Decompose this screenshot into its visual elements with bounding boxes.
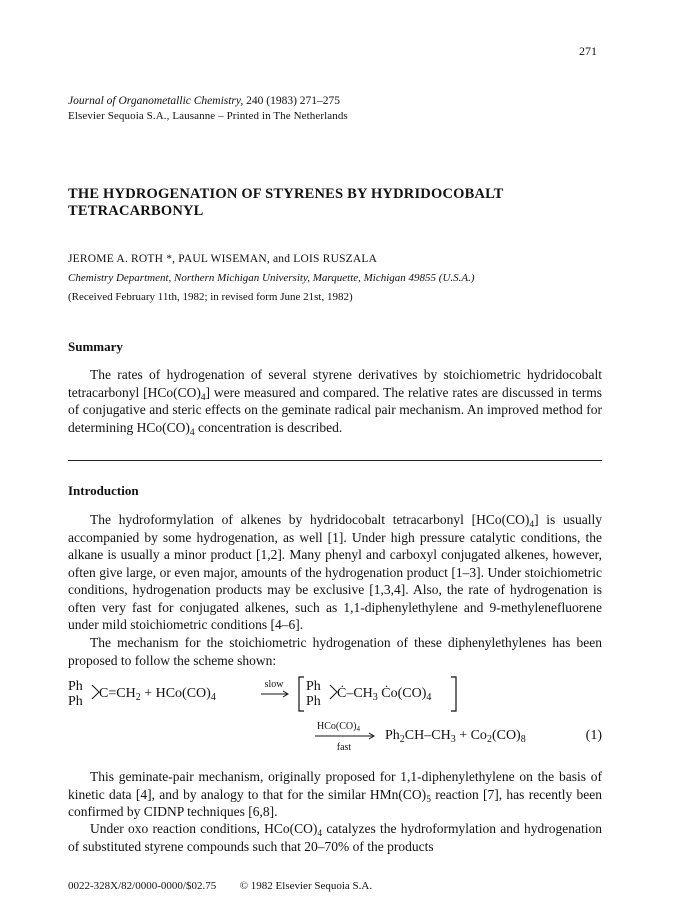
title-line-2: TETRACARBONYL — [68, 203, 204, 219]
scheme-product: $Ph_2CH-CH_3 + Co_2(CO)_8$ — [385, 728, 526, 745]
introduction-heading: Introduction — [68, 483, 139, 498]
summary-heading: Summary — [68, 339, 123, 354]
journal-name: Journal of Organometallic Chemistry, — [68, 95, 244, 107]
page-number: 271 — [579, 44, 597, 58]
intro-paragraph-4: Under oxo reaction conditions, $HCo(CO)_4$ catalyzes the hydroformylation and hydrogenation of substituted styrene compounds such that 20–70% of the products — [68, 821, 602, 854]
scheme-bracket-right — [451, 677, 456, 711]
scheme-intermediate: $Ċ-CH_3$ $Ċo(CO)_4$ — [337, 686, 432, 703]
journal-citation — [68, 95, 340, 107]
scheme-branch-2 — [330, 685, 337, 699]
scheme-ph-1: Ph — [68, 679, 83, 694]
title-line-1: THE HYDROGENATION OF STYRENES BY HYDRIDOCOBALT — [68, 186, 504, 202]
arrow-reagent: $HCo(CO)_4$ — [317, 721, 360, 733]
reaction-scheme — [68, 676, 602, 756]
intro-paragraph-3: This geminate-pair mechanism, originally proposed for 1,1-diphenylethylene on the basis of kinetic data [4], and by analogy to that for the similar $HMn(CO)_5$ reaction [7], has recently been confirmed by CIDNP techniques [6,8]. — [68, 769, 602, 819]
arrow-label-slow: slow — [264, 679, 284, 690]
scheme-int-ph-2: Ph — [306, 694, 321, 709]
article-title — [68, 186, 504, 220]
footer-code: 0022-328X/82/0000-0000/$02.75 — [68, 880, 217, 892]
journal-volume: 240 (1983) 271–275 — [243, 95, 341, 107]
scheme-bracket-left — [299, 677, 304, 711]
arrow-label-fast: fast — [336, 742, 352, 753]
intro-paragraph-2: The mechanism for the stoichiometric hydrogenation of these diphenylethylenes has been proposed to follow the scheme shown: — [68, 635, 602, 668]
received-date: (Received February 11th, 1982; in revised form June 21st, 1982) — [68, 291, 353, 303]
section-divider — [68, 460, 602, 461]
footer-copyright: © 1982 Elsevier Sequoia S.A. — [239, 880, 373, 892]
scheme-reactant: $C=CH_2 + HCo(CO)_4$ — [99, 686, 216, 703]
authors: JEROME A. ROTH *, PAUL WISEMAN, and LOIS RUSZALA — [68, 253, 378, 265]
scheme-int-ph-1: Ph — [306, 679, 321, 694]
scheme-branch-1 — [92, 685, 99, 699]
equation-number: (1) — [585, 728, 602, 743]
publisher-line: Elsevier Sequoia S.A., Lausanne – Printed in The Netherlands — [68, 110, 348, 122]
summary-text: The rates of hydrogenation of several styrene derivatives by stoichiometric hydridocobalt tetracarbonyl $[HCo(CO)_4]$ were measured and compared. The relative rates are discussed in terms of conjugative and steric effects on the geminate radical pair mechanism. An improved method for determining $HCo(CO)_4$ concentration is described. — [68, 367, 602, 438]
affiliation: Chemistry Department, Northern Michigan University, Marquette, Michigan 49855 (U.S.A.) — [68, 272, 475, 284]
footer — [68, 880, 372, 892]
intro-paragraph-1: The hydroformylation of alkenes by hydridocobalt tetracarbonyl $[HCo(CO)_4]$ is usually accompanied by some hydrogenation, as well [1]. Under high pressure catalytic conditions, the alkane is usually a minor product [1,2]. Many phenyl and carboxyl conjugated alkenes, however, often give large, or even major, amounts of the hydrogenation product [1–3]. Under stoichiometric conditions, hydrogenation products may be exclusive [1,3,4]. Also, the rate of hydrogenation is often very fast for conjugated alkenes, such as 1,1-diphenylethylene and 9-methylenefluorene under mild stoichiometric conditions [4–6]. — [68, 512, 602, 632]
scheme-ph-2: Ph — [68, 694, 83, 709]
